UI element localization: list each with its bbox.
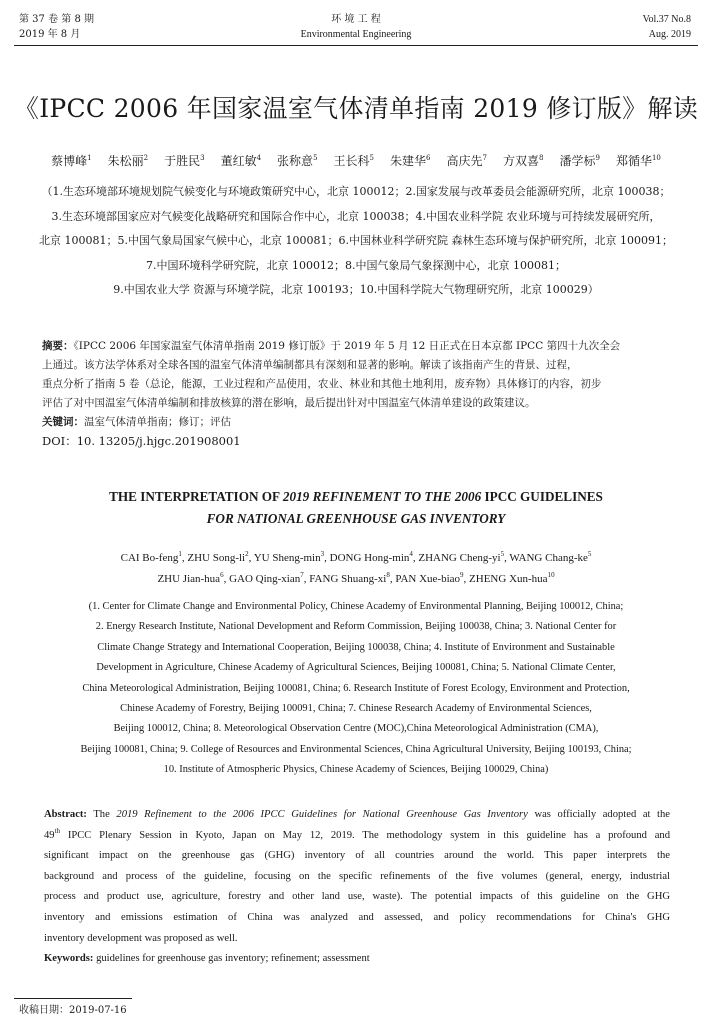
journal-header-right: [643, 12, 691, 42]
keywords-cn-label: 关键词：: [42, 416, 84, 428]
keywords-en-label: Keywords:: [44, 953, 94, 965]
journal-name-en: Environmental Engineering: [300, 29, 412, 40]
author-en: WANG Chang-ke: [509, 552, 588, 564]
author-name: 蔡博峰: [51, 154, 88, 168]
author-cn: [108, 152, 148, 170]
author-affiliation-index: 8: [539, 154, 544, 162]
abstract-cn-line: 评估了对中国温室气体清单编制和排放核算的潜在影响，最后提出针对中国温室气体清单建设的政策建议。: [42, 397, 536, 409]
author-cn: [390, 152, 430, 170]
author-name: 朱建华: [390, 154, 427, 168]
affiliation-cn-line: 9.中国农业大学 资源与环境学院，北京 100193；10.中国科学院大气物理研究所，北京 100029）: [113, 283, 599, 297]
author-en: ZHU Jian-hua: [157, 573, 221, 585]
abstract-cn-line: [42, 337, 674, 356]
header-rule: [14, 45, 698, 46]
volume-issue-cn: 第 37 卷 第 8 期: [19, 14, 94, 25]
affiliation-en-line: Beijing 100081, China; 9. College of Resources and Environmental Sciences, China Agricultural University, Beijing 100193, China;: [80, 743, 632, 755]
author-en: ZHANG Cheng-yi: [418, 552, 501, 564]
keywords-en-text: guidelines for greenhouse gas inventory; refinement; assessment: [93, 953, 370, 965]
author-cn: [616, 152, 661, 170]
abstract-en-line: process and product use, agriculture, forestry and other land use, waste). The potential impacts of this guideline on the GHG: [44, 891, 670, 903]
author-affiliation-index: 2: [245, 550, 249, 558]
keywords-cn-text: 温室气体清单指南；修订；评估: [84, 416, 231, 428]
abstract-cn: [42, 337, 674, 451]
affiliation-en-line: Beijing 100012, China; 8. Meteorological Observation Centre (MOC),China Meteorological Administration (CMA),: [113, 723, 599, 735]
author-affiliation-index: 5: [313, 154, 318, 162]
author-affiliation-index: 10: [651, 154, 661, 162]
author-name: 方双喜: [502, 154, 539, 168]
author-cn: [221, 152, 261, 170]
author-name: 董红敏: [220, 154, 257, 168]
title-en-segment: FOR NATIONAL GREENHOUSE GAS INVENTORY: [206, 511, 506, 526]
paper-title-cn: 《IPCC 2006 年国家温室气体清单指南 2019 修订版》解读: [13, 94, 699, 123]
doi: DOI：10. 13205/j.hjgc.201908001: [42, 434, 241, 448]
abstract-en-text: IPCC Plenary Session in Kyoto, Japan on May 12, 2019. The methodology system in this guideline has a profound and: [60, 829, 670, 841]
date-cn: 2019 年 8 月: [19, 29, 81, 40]
abstract-cn-line: 重点分析了指南 5 卷（总论，能源，工业过程和产品使用，农业、林业和其他土地利用，废弃物）具体修订的内容，初步: [42, 378, 602, 390]
title-en-segment: 2019 REFINEMENT TO THE 2006: [282, 489, 482, 504]
author-en: GAO Qing-xian: [229, 573, 301, 585]
author-affiliation-index: 3: [320, 550, 325, 558]
author-affiliation-index: 4: [256, 154, 262, 162]
affiliation-en-line: 2. Energy Research Institute, National Development and Reform Commission, Beijing 100038, China; 3. National Center for: [95, 621, 617, 633]
abstract-en-text: The: [86, 809, 117, 820]
author-name: 于胜民: [164, 154, 201, 168]
author-affiliation-index: 5: [587, 550, 592, 558]
author-name: 王长科: [333, 154, 370, 168]
affiliations-cn: [20, 180, 692, 303]
author-cn: [277, 152, 317, 170]
author-affiliation-index: 4: [409, 550, 413, 558]
title-en-line: [0, 508, 712, 530]
author-affiliation-index: 7: [300, 571, 304, 579]
abstract-en-line: inventory and emissions estimation of China was analyzed and assessed, and policy recommendations for China's GHG: [44, 911, 670, 923]
title-en-line: [0, 486, 712, 508]
abstract-en-line: background and process of the guideline, focusing on the specific refinements of the five volumes (general, energy, industrial: [44, 870, 670, 882]
abstract-en: [44, 805, 670, 970]
abstract-cn-text: 《IPCC 2006 年国家温室气体清单指南 2019 修订版》于 2019 年 5 月 12 日正式在日本京都 IPCC 第四十九次全会: [73, 340, 621, 352]
author-en: FANG Shuang-xi: [309, 573, 387, 585]
author-en: CAI Bo-feng: [120, 552, 179, 564]
affiliation-cn-line: 3.生态环境部国家应对气候变化战略研究和国际合作中心，北京 100038；4.中国农业科学院 农业环境与可持续发展研究所，: [51, 209, 661, 223]
affiliation-en-line: Chinese Academy of Forestry, Beijing 100091, China; 7. Chinese Research Academy of Environmental Sciences,: [120, 703, 592, 715]
author-affiliation-index: 8: [386, 571, 390, 579]
author-affiliation-index: 7: [482, 154, 487, 162]
abstract-en-line: inventory development was proposed as well.: [44, 932, 238, 944]
date-en: Aug. 2019: [648, 29, 691, 40]
author-en: ZHU Song-li: [187, 552, 246, 564]
author-name: 高庆先: [446, 154, 483, 168]
keywords-cn: [42, 413, 674, 432]
author-en-line: CAI Bo-feng$^1$, ZHU Song-$li^2$, YU Sheng-$\min^3$, DONG Hong-$\min^4$, ZHANG Cheng-$yi^5$, WANG Chang-$ke^5$: [120, 550, 592, 564]
author-affiliation-index: 5: [369, 154, 375, 162]
abstract-cn-label: 摘要：: [42, 340, 74, 352]
author-affiliation-index: 9: [460, 571, 464, 579]
footnote-rule: [14, 998, 132, 999]
affiliation-en-line: 10. Institute of Atmospheric Physics, Chinese Academy of Sciences, Beijing 100029, China): [163, 764, 549, 776]
journal-header-center: [0, 12, 712, 42]
keywords-en: [44, 949, 670, 970]
affiliation-en-line: Development in Agriculture, Chinese Academy of Agricultural Sciences, Beijing 100081, China; 5. National Climate Center,: [96, 662, 616, 674]
author-affiliation-index: 6: [220, 571, 224, 579]
affiliations-en: [14, 597, 698, 781]
author-cn: [164, 152, 204, 170]
author-cn: [334, 152, 374, 170]
title-en-segment: IPCC GUIDELINES: [481, 489, 603, 504]
author-en: ZHENG Xun-hua: [469, 573, 548, 585]
ordinal-suffix: th: [54, 826, 61, 835]
received-date: 收稿日期：2019-07-16: [19, 1005, 127, 1016]
author-en-line: ZHU Jian-hua$^6$, GAO Qing-xian$^7$, FANG Shuang-$xi^8$, PAN Xue-biao$^9$, ZHENG Xun-hua$^{10}$: [157, 571, 555, 585]
abstract-en-label: Abstract:: [44, 809, 87, 820]
author-name: 郑循华: [615, 154, 652, 168]
author-affiliation-index: 2: [143, 154, 149, 162]
author-list-cn: [0, 152, 712, 170]
author-name: 潘学标: [559, 154, 596, 168]
affiliation-en-line: (1. Center for Climate Change and Environmental Policy, Chinese Academy of Environmental Planning, Beijing 100012, China;: [88, 601, 624, 612]
author-affiliation-index: 1: [87, 154, 92, 162]
author-list-en: [0, 548, 712, 590]
author-en: PAN Xue-biao: [395, 573, 461, 585]
author-affiliation-index: 10: [547, 571, 555, 579]
abstract-cn-line: 上通过。该方法学体系对全球各国的温室气体清单编制都具有深刻和显著的影响。解读了该指南产生的背景、过程，: [42, 359, 578, 371]
abstract-en-line: [44, 805, 670, 826]
journal-name-cn: 环 境 工 程: [331, 14, 381, 25]
author-cn: [51, 152, 91, 170]
abstract-en-text: 49: [44, 829, 55, 841]
author-en: DONG Hong-min: [329, 552, 410, 564]
affiliation-en-line: China Meteorological Administration, Beijing 100081, China; 6. Research Institute of Forest Ecology, Environment and Protection,: [82, 682, 630, 694]
abstract-en-italic-title: 2019 Refinement to the 2006 IPCC Guidelines for National Greenhouse Gas Inventory: [116, 809, 528, 820]
author-affiliation-index: 3: [200, 154, 205, 162]
title-en-segment: THE INTERPRETATION OF: [109, 489, 283, 504]
abstract-en-text: was officially adopted at the: [527, 809, 670, 820]
author-affiliation-index: 6: [426, 154, 431, 162]
author-en: YU Sheng-min: [253, 552, 321, 564]
affiliation-cn-line: 北京 100081；5.中国气象局国家气候中心，北京 100081；6.中国林业科学研究院 森林生态环境与保护研究所，北京 100091；: [39, 234, 673, 248]
affiliation-cn-line: （1.生态环境部环境规划院气候变化与环境政策研究中心，北京 100012；2.国家发展与改革委员会能源研究所，北京 100038；: [41, 185, 671, 198]
author-name: 张称意: [277, 154, 314, 168]
author-affiliation-index: 1: [178, 550, 182, 558]
author-cn: [503, 152, 543, 170]
affiliation-cn-line: 7.中国环境科学研究院，北京 100012；8.中国气象局气象探测中心，北京 100081；: [146, 258, 566, 272]
author-affiliation-index: 5: [500, 550, 505, 558]
volume-issue-en: Vol.37 No.8: [642, 14, 691, 25]
author-cn: [447, 152, 487, 170]
author-cn: [559, 152, 599, 170]
abstract-en-line: significant impact on the greenhouse gas (GHG) inventory of all countries around the world. This paper interprets the: [44, 850, 670, 862]
author-name: 朱松丽: [107, 154, 144, 168]
affiliation-en-line: Climate Change Strategy and International Cooperation, Beijing 100038, China; 4. Institute of Environment and Sustainable: [97, 641, 615, 653]
paper-title-en: [0, 486, 712, 530]
author-affiliation-index: 9: [595, 154, 600, 162]
abstract-en-line: [44, 826, 670, 847]
